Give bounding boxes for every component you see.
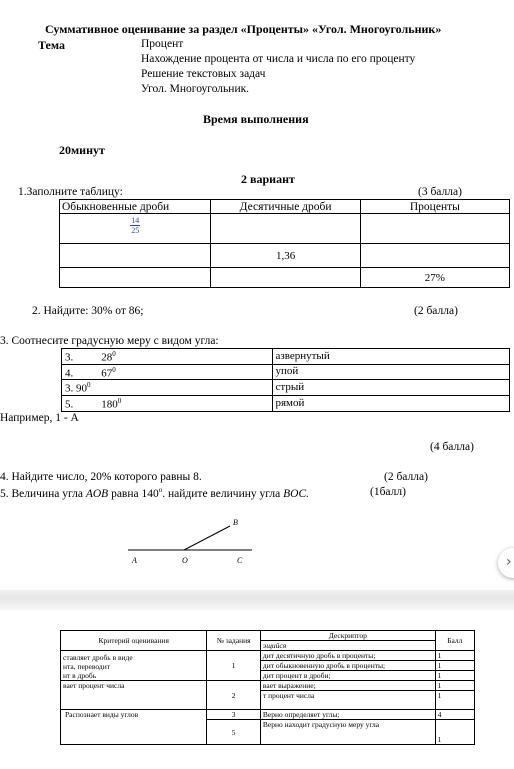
answer-cell[interactable] — [360, 244, 509, 268]
variant-label: 2 вариант — [241, 172, 295, 186]
task4-text: 4. Найдите число, 20% которого равны 8. — [0, 471, 202, 483]
criteria-subheader: эщийся — [260, 641, 435, 651]
time-label: Время выполнения — [203, 112, 309, 126]
descriptor-cell: дит процент в дроби; — [260, 671, 435, 681]
task3-points: (4 балла) — [430, 441, 474, 453]
angle-degree-cell: 4. $67^0$ — [62, 364, 273, 380]
score-cell: 1 — [435, 681, 474, 691]
angle-degree-cell: 5. $180^0$ — [62, 395, 273, 411]
angle-match-table — [61, 348, 510, 412]
task1-text: 1.Заполните таблицу: — [18, 186, 123, 198]
task1-points: (3 балла) — [418, 186, 462, 198]
topic-line: Решение текстовых задач — [141, 68, 266, 80]
document-title: Суммативное оценивание за раздел «Проценты» «Угол. Многоугольник» — [45, 22, 442, 36]
angle-type-cell: азвернутый — [272, 349, 510, 365]
angle-type-cell: стрый — [272, 380, 510, 396]
point-label-b: B — [233, 518, 238, 527]
angle-type-cell: упой — [272, 364, 510, 380]
criteria-header: Балл — [435, 631, 474, 651]
conversion-table — [59, 199, 510, 288]
criterion-cell: вает процент числа — [61, 681, 207, 710]
task-number-cell: 2 — [207, 681, 261, 710]
percent-cell: 27% — [360, 268, 509, 288]
task3-example: Например, 1 - А — [0, 412, 79, 424]
fraction — [130, 216, 140, 235]
column-header: Проценты — [360, 200, 509, 214]
answer-cell[interactable] — [211, 268, 360, 288]
task5-text: 5. Величина угла AOB равна $140^о$. найдите величину угла BOC. — [0, 486, 309, 500]
task2-points: (2 балла) — [414, 305, 458, 317]
score-cell: 1 — [435, 691, 474, 710]
chevron-right-icon: › — [506, 554, 512, 570]
topic-line: Нахождение процента от числа и числа по его проценту — [141, 53, 416, 65]
score-cell: 1 — [435, 671, 474, 681]
fraction-cell[interactable] — [60, 214, 211, 244]
criterion-cell: ставляет дробь в виде нта, переводит нт в дробь — [61, 651, 207, 681]
column-header: Обыкновенные дроби — [60, 200, 211, 214]
topic-line: Процент — [141, 38, 184, 50]
angle-type-cell: рямой — [272, 395, 510, 411]
angle-degree-cell: 3. $90^0$ — [62, 380, 273, 396]
descriptor-cell: Верно находит градусную меру угла — [260, 720, 435, 745]
angle-diagram — [120, 512, 260, 572]
task2-text: 2. Найдите: 30% от 86; — [32, 305, 144, 317]
score-cell: 1 — [435, 651, 474, 661]
task-number-cell: 3 — [207, 710, 261, 720]
criteria-header: Критерий оценивания — [61, 631, 207, 651]
ray-ob — [184, 526, 230, 550]
answer-cell[interactable] — [360, 214, 509, 244]
point-label-c: C — [237, 556, 243, 565]
criterion-cell: Распознает виды углов — [61, 710, 207, 745]
time-value: 20минут — [59, 143, 105, 157]
topic-line: Угол. Многоугольник. — [141, 83, 250, 95]
answer-cell[interactable] — [60, 268, 211, 288]
task-number-cell: 1 — [207, 651, 261, 681]
task4-points: (2 балла) — [384, 471, 428, 483]
answer-cell[interactable] — [60, 244, 211, 268]
task5-points: (1балл) — [370, 486, 406, 498]
criteria-table — [60, 630, 475, 745]
criteria-header: № задания — [207, 631, 261, 651]
criteria-header: Дескриптор — [260, 631, 435, 641]
descriptor-cell: дит обыкновенную дробь в проценты; — [260, 661, 435, 671]
descriptor-cell: дит десятичную дробь в проценты; — [260, 651, 435, 661]
fraction-numerator: 14 — [131, 216, 140, 225]
column-header: Десятичные дроби — [211, 200, 360, 214]
point-label-o: O — [182, 556, 188, 565]
descriptor-cell: Верно определяет углы; — [260, 710, 435, 720]
fraction-denominator: 25 — [131, 226, 140, 235]
descriptor-cell: вает выражение; — [260, 681, 435, 691]
task-number-cell: 5 — [207, 720, 261, 745]
score-cell: 1 — [435, 661, 474, 671]
answer-cell[interactable] — [211, 214, 360, 244]
descriptor-cell: т процент числа — [260, 691, 435, 710]
task3-text: 3. Соотнесите градусную меру с видом угла: — [0, 335, 219, 347]
decimal-cell: 1,36 — [211, 244, 360, 268]
angle-degree-cell: 3. $28^0$ — [62, 349, 273, 365]
point-label-a: A — [132, 556, 137, 565]
topic-label: Тема — [38, 38, 65, 52]
worksheet-page-2 — [0, 610, 514, 769]
page-gap — [0, 590, 514, 610]
score-cell: 4 — [435, 710, 474, 720]
score-cell: 1 — [435, 720, 474, 745]
